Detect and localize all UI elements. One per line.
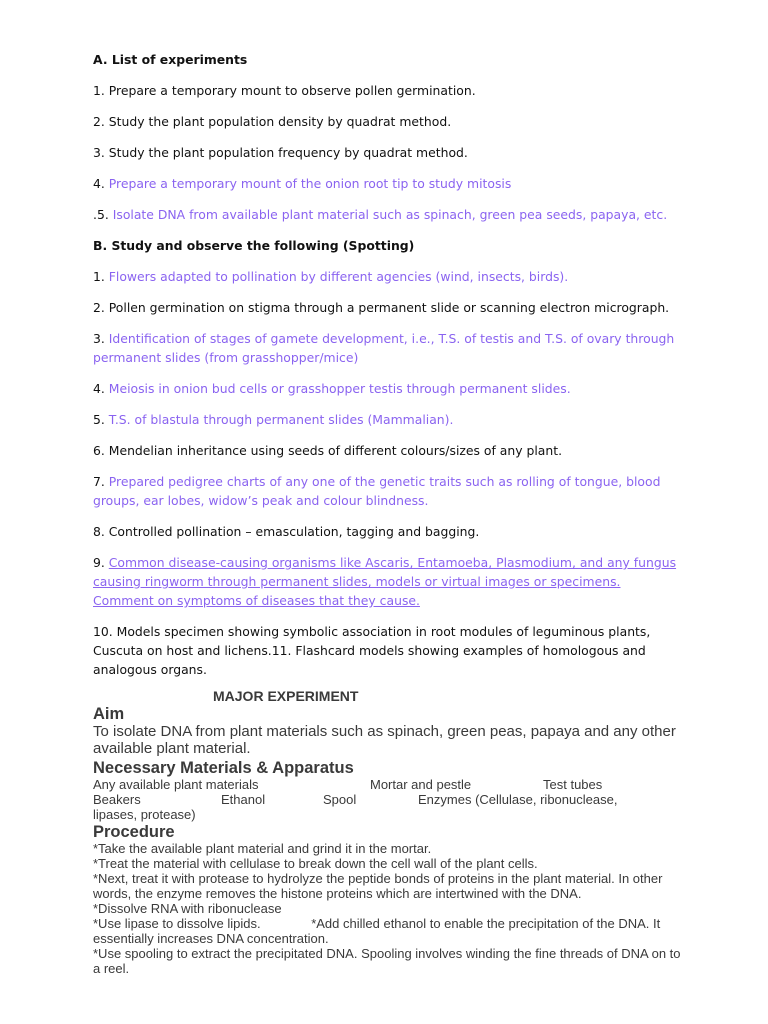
procedure-step: *Use lipase to dissolve lipids. *Add chilled ethanol to enable the precipitation of the DNA. It essentially increases DNA concentration. xyxy=(93,916,664,946)
list-item xyxy=(93,553,683,610)
procedure-step: *Dissolve RNA with ribonuclease xyxy=(93,901,282,916)
list-item xyxy=(93,410,683,429)
list-item xyxy=(93,622,683,679)
item-text: T.S. of blastula through permanent slides (Mammalian). xyxy=(108,412,454,427)
item-number: 1. xyxy=(93,83,109,98)
list-item xyxy=(93,112,683,131)
item-text: Flowers adapted to pollination by different agencies (wind, insects, birds). xyxy=(108,269,569,284)
list-item xyxy=(93,174,683,193)
material-item-continued: lipases, protease) xyxy=(93,807,196,822)
material-item: Any available plant materials xyxy=(93,777,259,792)
list-item xyxy=(93,522,683,541)
procedure-step: *Next, treat it with protease to hydrolyze the peptide bonds of proteins in the plant material. In other words, the enzyme removes the histone proteins which are intertwined with the DNA. xyxy=(93,871,663,901)
material-item: Enzymes (Cellulase, ribonuclease, xyxy=(418,792,618,807)
item-text: Meiosis in onion bud cells or grasshopper testis through permanent slides. xyxy=(108,381,571,396)
material-item: Mortar and pestle xyxy=(370,777,472,792)
item-number: .5. xyxy=(93,207,113,222)
item-number: 4. xyxy=(93,381,109,396)
item-link-text[interactable]: Common disease-causing organisms like Ascaris, Entamoeba, Plasmodium, and any fungus causing ringworm through permanent slides, models or virtual images or specimens. Comment on symptoms of diseases that they cause. xyxy=(93,555,677,608)
item-number: 6. xyxy=(93,443,109,458)
item-text: Controlled pollination – emasculation, tagging and bagging. xyxy=(108,524,480,539)
materials-row-2 xyxy=(93,792,683,807)
material-item: Test tubes xyxy=(543,777,603,792)
item-number: 7. xyxy=(93,474,109,489)
list-item xyxy=(93,205,683,224)
list-item xyxy=(93,81,683,100)
list-item xyxy=(93,441,683,460)
section-b-heading: B. Study and observe the following (Spotting) xyxy=(93,238,415,253)
aim-heading: Aim xyxy=(93,705,125,723)
section-a-heading: A. List of experiments xyxy=(93,52,248,67)
item-number: 1. xyxy=(93,269,109,284)
item-text: Mendelian inheritance using seeds of different colours/sizes of any plant. xyxy=(108,443,563,458)
list-item xyxy=(93,379,683,398)
material-item: Spool xyxy=(323,792,357,807)
document-page xyxy=(93,50,683,976)
procedure-step: *Treat the material with cellulase to break down the cell wall of the plant cells. xyxy=(93,856,538,871)
item-number: 2. xyxy=(93,114,109,129)
procedure-heading: Procedure xyxy=(93,823,175,841)
list-item xyxy=(93,329,683,367)
materials-row-1 xyxy=(93,777,683,792)
list-item xyxy=(93,472,683,510)
item-text: Pollen germination on stigma through a permanent slide or scanning electron micrograph. xyxy=(108,300,670,315)
item-text: 10. Models specimen showing symbolic association in root modules of leguminous plants, Cuscuta on host and lichens.11. Flashcard models showing examples of homologous and analogous organs. xyxy=(93,624,651,677)
material-item: Beakers xyxy=(93,792,141,807)
item-text: Prepare a temporary mount to observe pollen germination. xyxy=(108,83,476,98)
item-number: 4. xyxy=(93,176,109,191)
item-text: Prepare a temporary mount of the onion root tip to study mitosis xyxy=(108,176,512,191)
aim-text: To isolate DNA from plant materials such as spinach, green peas, papaya and any other available plant material. xyxy=(93,723,676,757)
materials-heading: Necessary Materials & Apparatus xyxy=(93,759,354,777)
list-item xyxy=(93,143,683,162)
item-number: 2. xyxy=(93,300,109,315)
item-text: Study the plant population density by quadrat method. xyxy=(108,114,452,129)
item-text: Prepared pedigree charts of any one of the genetic traits such as rolling of tongue, blood groups, ear lobes, widow’s peak and colour blindness. xyxy=(93,474,661,508)
list-item xyxy=(93,298,683,317)
item-number: 3. xyxy=(93,331,109,346)
major-experiment-title: MAJOR EXPERIMENT xyxy=(213,688,359,704)
item-text: Study the plant population frequency by quadrat method. xyxy=(108,145,468,160)
item-text: Isolate DNA from available plant material such as spinach, green pea seeds, papaya, etc. xyxy=(112,207,668,222)
list-item xyxy=(93,267,683,286)
material-item: Ethanol xyxy=(221,792,266,807)
item-text: Identification of stages of gamete development, i.e., T.S. of testis and T.S. of ovary through permanent slides (from grasshopper/mice) xyxy=(93,331,675,365)
item-number: 9. xyxy=(93,555,109,570)
procedure-step: *Use spooling to extract the precipitated DNA. Spooling involves winding the fine threads of DNA on to a reel. xyxy=(93,946,681,976)
item-number: 5. xyxy=(93,412,109,427)
item-number: 8. xyxy=(93,524,109,539)
procedure-step: *Take the available plant material and grind it in the mortar. xyxy=(93,841,432,856)
item-number: 3. xyxy=(93,145,109,160)
